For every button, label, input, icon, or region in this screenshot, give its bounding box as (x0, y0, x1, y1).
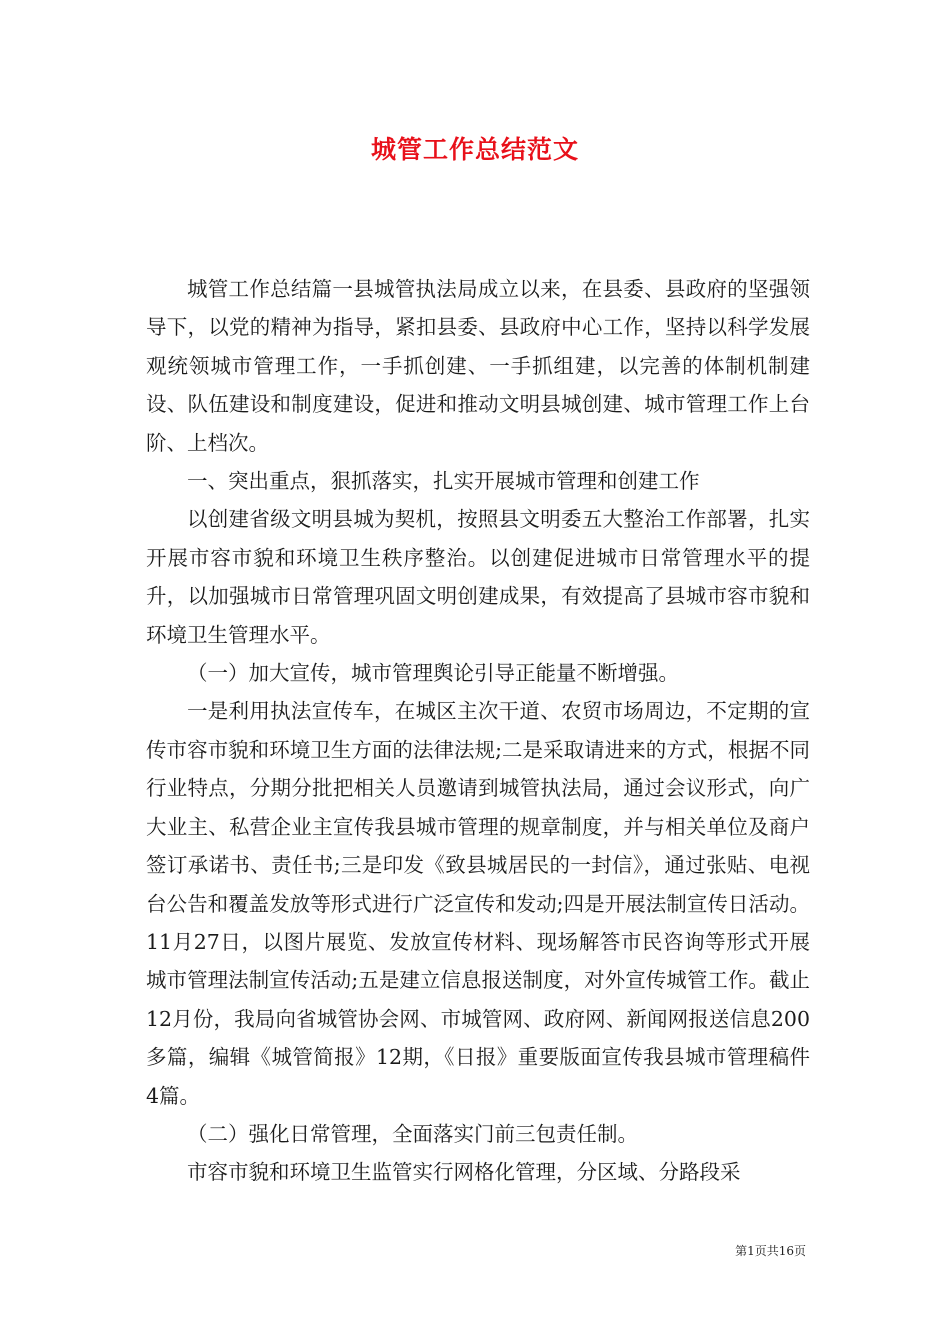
page-number: 第1页共16页 (735, 1244, 806, 1258)
subheading-2: （二）强化日常管理，全面落实门前三包责任制。 (187, 1121, 638, 1146)
paragraph-management: 市容市貌和环境卫生监管实行网格化管理，分区域、分路段采 (187, 1160, 741, 1185)
paragraph-section-1: 以创建省级文明县城为契机，按照县文明委五大整治工作部署，扎实开展市容市貌和环境卫生秩序整治。以创建促进城市日常管理水平的提升，以加强城市日常管理巩固文明创建成果，有效提高了县城市容市貌和环境卫生管理水平。 (146, 507, 810, 647)
document-title: 城管工作总结范文 (370, 135, 579, 164)
paragraph-publicity: 一是利用执法宣传车，在城区主次干道、农贸市场周边，不定期的宣传市容市貌和环境卫生方面的法律法规;二是采取请进来的方式，根据不同行业特点，分期分批把相关人员邀请到城管执法局，通过会议形式，向广大业主、私营企业主宣传我县城市管理的规章制度，并与相关单位及商户签订承诺书、责任书;三是印发《致县城居民的一封信》，通过张贴、电视台公告和覆盖发放等形式进行广泛宣传和发动;四是开展法制宣传日活动。11月27日，以图片展览、发放宣传材料、现场解答市民咨询等形式开展城市管理法制宣传活动;五是建立信息报送制度，对外宣传城管工作。截止12月份，我局向省城管协会网、市城管网、政府网、新闻网报送信息200多篇，编辑《城管简报》12期，《日报》重要版面宣传我县城市管理稿件4篇。 (146, 699, 810, 1108)
document-body (146, 270, 810, 1192)
subheading-1: （一）加大宣传，城市管理舆论引导正能量不断增强。 (187, 661, 679, 686)
paragraph-intro: 城管工作总结篇一县城管执法局成立以来，在县委、县政府的坚强领导下，以党的精神为指导，紧扣县委、县政府中心工作，坚持以科学发展观统领城市管理工作，一手抓创建、一手抓组建，以完善的体制机制建设、队伍建设和制度建设，促进和推动文明县城创建、城市管理工作上台阶、上档次。 (146, 277, 810, 455)
section-heading-1: 一、突出重点，狠抓落实，扎实开展城市管理和创建工作 (187, 469, 700, 494)
